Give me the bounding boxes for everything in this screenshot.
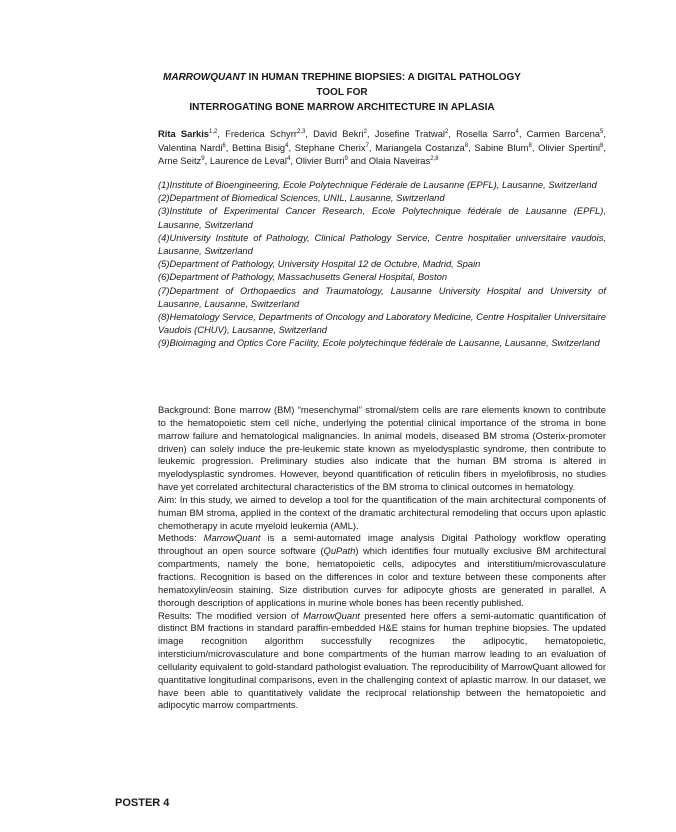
author-name: Olivier Burri: [295, 155, 345, 167]
title-tool-name: MARROWQUANT: [163, 72, 246, 83]
title-line2: INTERROGATING BONE MARROW ARCHITECTURE IN APLASIA: [189, 102, 495, 113]
author-separator: ,: [368, 141, 376, 153]
results-prefix: Results: The modified version of: [158, 609, 304, 621]
author-separator: ,: [288, 141, 295, 153]
methods-prefix: Methods:: [158, 532, 204, 544]
author-affiliation-mark: 1,2: [209, 128, 218, 135]
affiliation-item: (1)Institute of Bioengineering, Ecole Polytechnique Fédérale de Lausanne (EPFL), Lausanne, Switzerland: [158, 179, 597, 190]
author-affiliation-mark: 9: [344, 156, 348, 163]
author-list: [158, 127, 606, 168]
methods-mid: is a semi-automated image analysis Digital Pathology workflow operating throughout an open source software (: [158, 532, 606, 557]
author-name: Laurence de Leval: [209, 155, 287, 167]
author-separator: and: [347, 155, 369, 167]
author-separator: ,: [217, 128, 226, 139]
affiliation-item: (8)Hematology Service, Departments of Oncology and Laboratory Medicine, Centre Hospitalier Universitaire Vaudois (CHUV), Lausanne, Switzerland: [158, 311, 606, 336]
author-separator: ,: [448, 128, 457, 139]
affiliation-item: (6)Department of Pathology, Massachusetts General Hospital, Boston: [158, 271, 448, 283]
affiliation-item: (2)Department of Biomedical Sciences, UNIL, Lausanne, Switzerland: [158, 192, 445, 204]
affiliation-item: (5)Department of Pathology, University Hospital 12 de Octubre, Madrid, Spain: [158, 258, 481, 270]
poster-label: POSTER 4: [115, 797, 170, 809]
abstract-body: [158, 404, 606, 712]
author-name: David Bekri: [313, 128, 364, 139]
author-separator: ,: [290, 155, 296, 167]
author-affiliation-mark: 2,3: [296, 128, 306, 135]
author-affiliation-mark: 4: [286, 156, 291, 163]
author-name: Olaia Naveiras: [368, 155, 431, 167]
author-name: Olivier Spertini: [538, 141, 601, 153]
author-affiliation-mark: 8: [528, 142, 532, 149]
author-name: Carmen Barcena: [526, 128, 600, 139]
author-separator: ,: [366, 128, 375, 139]
author-affiliation-mark: 7: [365, 142, 369, 149]
author-separator: ,: [531, 141, 539, 153]
author-separator: ,: [305, 128, 314, 139]
paper-title: [150, 70, 534, 115]
results-tool-name: MarrowQuant: [303, 609, 360, 621]
methods-tool-name: MarrowQuant: [203, 532, 261, 544]
abstract-aim: Aim: In this study, we aimed to develop a tool for the quantification of the main architectural components of human BM stroma, applied in the context of the dramatic architectural remodeling that occurs upon aplastic chemotherapy in acute myeloid leukemia (AML).: [158, 493, 606, 531]
title-line1-rest: IN HUMAN TREPHINE BIOPSIES: A DIGITAL PATHOLOGY TOOL FOR: [245, 72, 521, 98]
author-separator: ,: [204, 155, 210, 167]
affiliation-item: (7)Department of Orthopaedics and Traumatology, Lausanne University Hospital and University of Lausanne, Lausanne, Switzerland: [158, 284, 606, 309]
methods-rest: ) which identifies four mutually exclusive BM architectural compartments, namely the bone, hematopoietic cells, adipocytes and interstitium/microvasculature fractions. Recognition is based on the differences in color and texture between these components after hematoxylin/eosin staining. Size distribution curves for adipocyte ghosts are generated in parallel. A thorough description of applications in murine whole bones has been recently published.: [158, 545, 607, 608]
author-affiliation-mark: 4: [285, 142, 289, 149]
author-affiliation-mark: 2: [445, 128, 449, 135]
author-affiliation-mark: 5: [600, 128, 604, 135]
author-name: Valentina Nardi: [158, 141, 223, 153]
author-name: Stephane Cherix: [294, 141, 366, 153]
affiliation-list: [158, 178, 606, 350]
author-separator: ,: [468, 141, 475, 153]
author-affiliation-mark: 4: [515, 128, 519, 135]
author-separator: ,: [603, 128, 606, 139]
author-affiliation-mark: 2: [363, 128, 367, 135]
methods-software-name: QuPath: [323, 545, 356, 557]
author-affiliation-mark: 8: [600, 142, 604, 149]
author-name: Rita Sarkis: [158, 128, 210, 139]
author-name: Rosella Sarro: [456, 128, 516, 139]
author-name: Josefine Tratwal: [374, 128, 445, 139]
author-separator: ,: [603, 141, 606, 153]
author-name: Bettina Bisig: [232, 141, 286, 153]
author-separator: ,: [225, 141, 232, 153]
affiliation-item: (9)Bioimaging and Optics Core Facility, Ecole polytechinque fédérale de Lausanne, Lausanne, Switzerland: [158, 337, 600, 349]
abstract-results: [158, 610, 606, 713]
author-name: Frederica Schyrr: [225, 128, 297, 139]
affiliation-item: (3)Institute of Experimental Cancer Research, Ecole Polytechnique fédérale de Lausanne (EPFL), Lausanne, Switzerland: [158, 205, 606, 230]
author-separator: ,: [518, 128, 527, 139]
author-affiliation-mark: 6: [222, 142, 226, 149]
affiliation-item: (4)University Institute of Pathology, Clinical Pathology Service, Centre hospitalier universitaire vaudois, Lausanne, Switzerland: [158, 231, 606, 257]
abstract-background: Background: Bone marrow (BM) “mesenchymal” stromal/stem cells are rare elements known to contribute to the hematopoietic stem cell niche, underlying the potential clinical importance of the stroma in bone marrow failure and hematological malignancies. In animal models, diseased BM stroma (Osterix-promoter driven) can solely induce the pre-leukemic state known as myelodysplastic syndrome, then contribute to leukemic progression. Preliminary studies also indicate that the human BM stroma is altered in myelodysplastic syndromes. However, beyond quantification of reticulin fibers in myelofibrosis, no studies have yet correlated architectural characteristics of the BM stroma to clinical outcomes in hematology.: [158, 404, 606, 493]
abstract-methods: [158, 532, 606, 609]
author-name: Mariangela Costanza: [375, 141, 465, 153]
author-affiliation-mark: 2,8: [430, 156, 439, 163]
author-affiliation-mark: 9: [201, 156, 205, 163]
results-rest: presented here offers a semi-automatic quantification of distinct BM fractions in standard paraffin-embedded H&E stains for human trephine biopsies. The updated image recognition algorithm successfully recognizes the adipocytic, hematopoietic, intersticium/microvasculature and bone compartments of the human marrow leading to an evaluation of cellularity equivalent to gold-standard pathologist evaluation. The reproducibility of MarrowQuant allowed for quantitative longitudinal comparisons, even in the challenging context of aplastic marrow. In our dataset, we have been able to quantitatively validate the reciprocal relationship between the hematopoietic and adipocytic marrow compartments.: [158, 609, 607, 711]
author-affiliation-mark: 8: [464, 142, 469, 149]
author-name: Arne Seitz: [158, 155, 202, 167]
author-name: Sabine Blum: [474, 141, 529, 153]
